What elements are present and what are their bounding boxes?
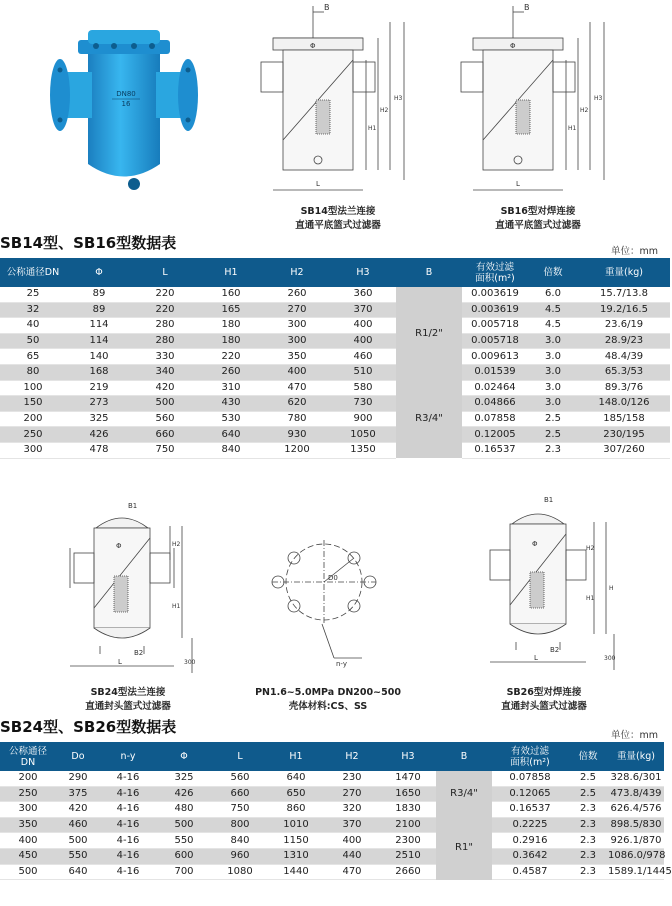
table-cell: 660 [132,427,198,443]
table-cell: 28.9/23 [578,333,670,349]
table-row [0,318,670,334]
table-cell: 89 [66,287,132,302]
table-cell: 2660 [380,864,436,880]
table-cell: 4-16 [100,817,156,833]
table-cell: 330 [132,349,198,365]
table-cell: 2.5 [568,771,608,786]
table-cell: 350 [0,817,56,833]
table-cell: 300 [0,802,56,818]
table-cell: 250 [0,786,56,802]
table-cell: 750 [212,802,268,818]
table1-header-row [0,258,670,287]
table2 [0,742,672,880]
table1-unit: 单位：mm [610,246,658,257]
table-cell: 530 [198,411,264,427]
sb24-caption [48,686,208,714]
table-cell: 960 [212,848,268,864]
table-cell: 280 [132,333,198,349]
table2-header-ratio: 倍数 [568,742,608,771]
sb16-caption-line2: 直通平底篮式过滤器 [495,220,581,231]
table-cell: 185/158 [578,411,670,427]
table-cell: 478 [66,442,132,458]
table-cell: 750 [132,442,198,458]
table-cell: 320 [324,802,380,818]
sb24-b1-label: B1 [128,502,138,510]
table2-header-h1: H1 [268,742,324,771]
sb26-b2-label: B2 [550,646,560,654]
sb14-caption [258,205,418,233]
table-cell: 650 [268,786,324,802]
flange-ny-label: n-y [336,660,347,668]
table-cell: 1830 [380,802,436,818]
table-cell: 0.07858 [492,771,568,786]
table-row [0,411,670,427]
table-cell: 420 [132,380,198,396]
sb24-h2-label: H2 [172,541,181,548]
flange-caption [238,686,418,714]
table-cell: 2.5 [528,411,578,427]
sb14-phi-label: Φ [310,42,316,50]
table-cell: 6.0 [528,287,578,302]
table-cell: 560 [132,411,198,427]
table-cell: 0.02464 [462,380,528,396]
table-cell: 270 [264,302,330,318]
table-cell: 290 [56,771,100,786]
sb26-caption [464,686,624,714]
sb24-caption-line2: 直通封头篮式过滤器 [85,701,171,712]
table-cell: 600 [156,848,212,864]
table-cell: 2.5 [568,786,608,802]
table-cell: 2300 [380,833,436,849]
table-cell: 220 [198,349,264,365]
table2-header-ny: n-y [100,742,156,771]
photo-label-dn: DN80 [116,90,136,98]
table-cell: 140 [66,349,132,365]
sb16-phi-label: Φ [510,42,516,50]
table-cell: 626.4/576 [608,802,664,818]
sb14-b-label: B [324,3,330,12]
table-row [0,771,664,786]
table-cell: 307/260 [578,442,670,458]
sb16-caption-line1: SB16型对焊连接 [500,206,576,217]
table-cell: 270 [324,786,380,802]
table-cell: 660 [212,786,268,802]
table1-header-area-line2: 面积(m²) [475,272,515,284]
table-cell: 168 [66,364,132,380]
table-cell: 32 [0,302,66,318]
table-cell: 2100 [380,817,436,833]
sb24-drawing [62,498,202,683]
table-cell: 23.6/19 [578,318,670,334]
table-cell: 65 [0,349,66,365]
table-row [0,396,670,412]
table-row [0,817,664,833]
table-cell: 15.7/13.8 [578,287,670,302]
table-cell: 325 [156,771,212,786]
sb16-h3-label: H3 [594,95,603,102]
table1-header-b: B [396,258,462,287]
table-cell: 165 [198,302,264,318]
table-cell: 180 [198,318,264,334]
table-cell-b: R1/2" [396,287,462,380]
table-cell: 420 [56,802,100,818]
table1 [0,258,670,459]
table-cell: 800 [212,817,268,833]
table-cell: 0.3642 [492,848,568,864]
table2-header-h2: H2 [324,742,380,771]
table-cell: 700 [156,864,212,880]
table-row [0,833,664,849]
table-cell: 148.0/126 [578,396,670,412]
table-cell: 4-16 [100,864,156,880]
table-cell: 325 [66,411,132,427]
table-cell: 310 [198,380,264,396]
sb16-h1-label: H1 [568,125,577,132]
table-cell-b: R3/4" [396,380,462,458]
table2-unit: 单位：mm [610,730,658,741]
table-cell: 840 [198,442,264,458]
table-cell: 0.003619 [462,302,528,318]
table-cell: 0.12005 [462,427,528,443]
table1-header-h1: H1 [198,258,264,287]
table2-body [0,771,672,880]
table-cell: 2.3 [568,833,608,849]
table-cell: 3.0 [528,333,578,349]
table-cell: 200 [0,771,56,786]
table-row [0,864,664,880]
table-cell: 260 [198,364,264,380]
table-row [0,287,670,302]
table-cell: 4-16 [100,848,156,864]
table1-header-h2: H2 [264,258,330,287]
sb26-caption-line1: SB26型对焊连接 [506,687,582,698]
sb16-l-label: L [516,180,520,188]
table-cell: 840 [212,833,268,849]
table-cell: 898.5/830 [608,817,664,833]
table-cell: 3.0 [528,396,578,412]
table-cell: 89 [66,302,132,318]
table-cell: 926.1/870 [608,833,664,849]
table-cell: 150 [0,396,66,412]
table-cell-b: R1" [436,817,492,879]
table-cell: 550 [156,833,212,849]
table-cell: 0.005718 [462,318,528,334]
sb24-h1-label: H1 [172,603,181,610]
table-cell: 3.0 [528,380,578,396]
table-cell: 80 [0,364,66,380]
table-cell: 4-16 [100,833,156,849]
table-cell: 250 [0,427,66,443]
table1-header-area [462,258,528,287]
flange-drawing [262,540,392,680]
table-cell: 1310 [268,848,324,864]
table-cell: 360 [330,287,396,302]
table2-header-phi: Φ [156,742,212,771]
sb24-caption-line1: SB24型法兰连接 [90,687,166,698]
table-cell: 900 [330,411,396,427]
table-cell: 580 [330,380,396,396]
table-cell: 340 [132,364,198,380]
table-cell: 1050 [330,427,396,443]
sb16-b-label: B [524,3,530,12]
table-cell: 0.005718 [462,333,528,349]
table-row [0,427,670,443]
table-cell: 25 [0,287,66,302]
table-cell: 1470 [380,771,436,786]
table1-header-phi: Φ [66,258,132,287]
table2-header-h3: H3 [380,742,436,771]
table-cell: 230/195 [578,427,670,443]
table2-header-dn-line2: DN [20,756,36,768]
sb26-b1-label: B1 [544,496,554,504]
table-cell: 1200 [264,442,330,458]
sb26-caption-line2: 直通封头篮式过滤器 [501,701,587,712]
table-cell: 400 [264,364,330,380]
table-cell: 1086.0/978 [608,848,664,864]
table-cell: 375 [56,786,100,802]
table-cell: 450 [0,848,56,864]
table1-title: SB14型、SB16型数据表 [0,234,177,252]
table-cell: 470 [264,380,330,396]
flange-caption-line2: 壳体材料:CS、SS [288,701,368,712]
table-cell: 470 [324,864,380,880]
table-cell: 65.3/53 [578,364,670,380]
table-cell: 2.3 [568,864,608,880]
table-cell: 328.6/301 [608,771,664,786]
table2-header-dn [0,742,56,771]
table-cell: 220 [132,302,198,318]
table2-title: SB24型、SB26型数据表 [0,718,177,736]
table-row [0,364,670,380]
table-cell: 426 [66,427,132,443]
table2-header-l: L [212,742,268,771]
table-cell: 0.009613 [462,349,528,365]
table1-header-area-line1: 有效过滤 [475,261,514,273]
table-cell: 160 [198,287,264,302]
table-cell: 2.3 [568,817,608,833]
sb26-drawing [482,490,622,680]
table-row [0,802,664,818]
table1-header-ratio: 倍数 [528,258,578,287]
flange-caption-line1: PN1.6~5.0MPa DN200~500 [255,687,401,698]
table2-header-b: B [436,742,492,771]
sb26-phi-label: Φ [532,540,538,548]
table2-header-row [0,742,664,771]
sb16-drawing [458,0,618,200]
table-cell: 860 [268,802,324,818]
table1-header-dn: 公称通径DN [0,258,66,287]
table-cell: 219 [66,380,132,396]
sb16-h2-label: H2 [580,107,589,114]
table-cell: 0.2225 [492,817,568,833]
table-cell: 2.3 [568,802,608,818]
table-row [0,442,670,458]
sb14-h2-label: H2 [380,107,389,114]
sb24-l-label: L [118,658,122,666]
sb14-caption-line1: SB14型法兰连接 [300,206,376,217]
table-cell: 4-16 [100,771,156,786]
table-cell: 1589.1/1445 [608,864,664,880]
table-cell: 3.0 [528,364,578,380]
sb14-l-label: L [316,180,320,188]
table-cell: 780 [264,411,330,427]
table-cell: 0.01539 [462,364,528,380]
table-cell: 300 [0,442,66,458]
table-cell: 0.2916 [492,833,568,849]
table-cell: 930 [264,427,330,443]
flange-do-label: D0 [328,574,338,582]
table-cell: 1080 [212,864,268,880]
table-cell: 280 [132,318,198,334]
sb24-b2-label: B2 [134,649,144,657]
table-row [0,333,670,349]
table-cell: 260 [264,287,330,302]
table-row [0,848,664,864]
table-cell: 560 [212,771,268,786]
photo-label-pn: 16 [121,100,131,108]
table-cell: 480 [156,802,212,818]
sb14-h1-label: H1 [368,125,377,132]
table-cell: 370 [324,817,380,833]
sb16-caption [458,205,618,233]
sb26-h-label: H [609,585,614,592]
table-cell: 200 [0,411,66,427]
table-cell: 273 [66,396,132,412]
table-cell: 440 [324,848,380,864]
table-cell: 4.5 [528,302,578,318]
table-cell: 1010 [268,817,324,833]
table-cell: 550 [56,848,100,864]
table-cell: 400 [330,333,396,349]
table-cell-b: R3/4" [436,771,492,817]
table-cell: 2.5 [528,427,578,443]
table1-header-h3: H3 [330,258,396,287]
table-cell: 40 [0,318,66,334]
table-cell: 620 [264,396,330,412]
table-cell: 4-16 [100,786,156,802]
sb14-drawing [258,0,418,200]
table-cell: 220 [132,287,198,302]
table-cell: 180 [198,333,264,349]
table-cell: 500 [156,817,212,833]
table-cell: 500 [56,833,100,849]
table-cell: 48.4/39 [578,349,670,365]
table-cell: 300 [264,318,330,334]
table-cell: 0.4587 [492,864,568,880]
table-cell: 3.0 [528,349,578,365]
table2-header-do: Do [56,742,100,771]
table-cell: 230 [324,771,380,786]
table-cell: 500 [132,396,198,412]
table2-header-weight: 重量(kg) [608,742,664,771]
table-cell: 500 [0,864,56,880]
table-cell: 1440 [268,864,324,880]
table-cell: 1150 [268,833,324,849]
table-cell: 0.16537 [462,442,528,458]
table-cell: 2.3 [528,442,578,458]
sb26-h2-label: H2 [586,545,595,552]
product-photo [48,24,198,204]
table-cell: 400 [330,318,396,334]
table-cell: 430 [198,396,264,412]
table-row [0,380,670,396]
table-cell: 50 [0,333,66,349]
table-cell: 0.07858 [462,411,528,427]
table-cell: 460 [330,349,396,365]
table-cell: 300 [264,333,330,349]
table-cell: 510 [330,364,396,380]
table-cell: 730 [330,396,396,412]
table2-header-area-line2: 面积(m²) [510,756,550,768]
table1-header-weight: 重量(kg) [578,258,670,287]
sb26-l-label: L [534,654,538,662]
table-cell: 640 [56,864,100,880]
table-cell: 400 [0,833,56,849]
table-cell: 640 [198,427,264,443]
table1-header-l: L [132,258,198,287]
table-cell: 114 [66,318,132,334]
table-cell: 4.5 [528,318,578,334]
table-cell: 100 [0,380,66,396]
table-cell: 114 [66,333,132,349]
sb26-h1-label: H1 [586,595,595,602]
sb26-300-label: 300 [604,655,616,662]
table-cell: 4-16 [100,802,156,818]
table-cell: 19.2/16.5 [578,302,670,318]
table-cell: 2.3 [568,848,608,864]
sb24-300-label: 300 [184,659,196,666]
table-cell: 473.8/439 [608,786,664,802]
table-cell: 1650 [380,786,436,802]
table1-body [0,287,670,458]
table-cell: 0.16537 [492,802,568,818]
table-cell: 350 [264,349,330,365]
table-row [0,786,664,802]
table-cell: 2510 [380,848,436,864]
table2-header-area [492,742,568,771]
table-cell: 0.12065 [492,786,568,802]
table-cell: 426 [156,786,212,802]
table-cell: 370 [330,302,396,318]
sb14-h3-label: H3 [394,95,403,102]
sb14-caption-line2: 直通平底篮式过滤器 [295,220,381,231]
table-row [0,349,670,365]
table-cell: 460 [56,817,100,833]
table-cell: 89.3/76 [578,380,670,396]
table-cell: 1350 [330,442,396,458]
table-row [0,302,670,318]
table-cell: 0.04866 [462,396,528,412]
table-cell: 400 [324,833,380,849]
table2-header-area-line1: 有效过滤 [510,745,549,757]
sb24-phi-label: Φ [116,542,122,550]
table2-header-dn-line1: 公称通径 [8,745,47,757]
table-cell: 0.003619 [462,287,528,302]
table-cell: 640 [268,771,324,786]
